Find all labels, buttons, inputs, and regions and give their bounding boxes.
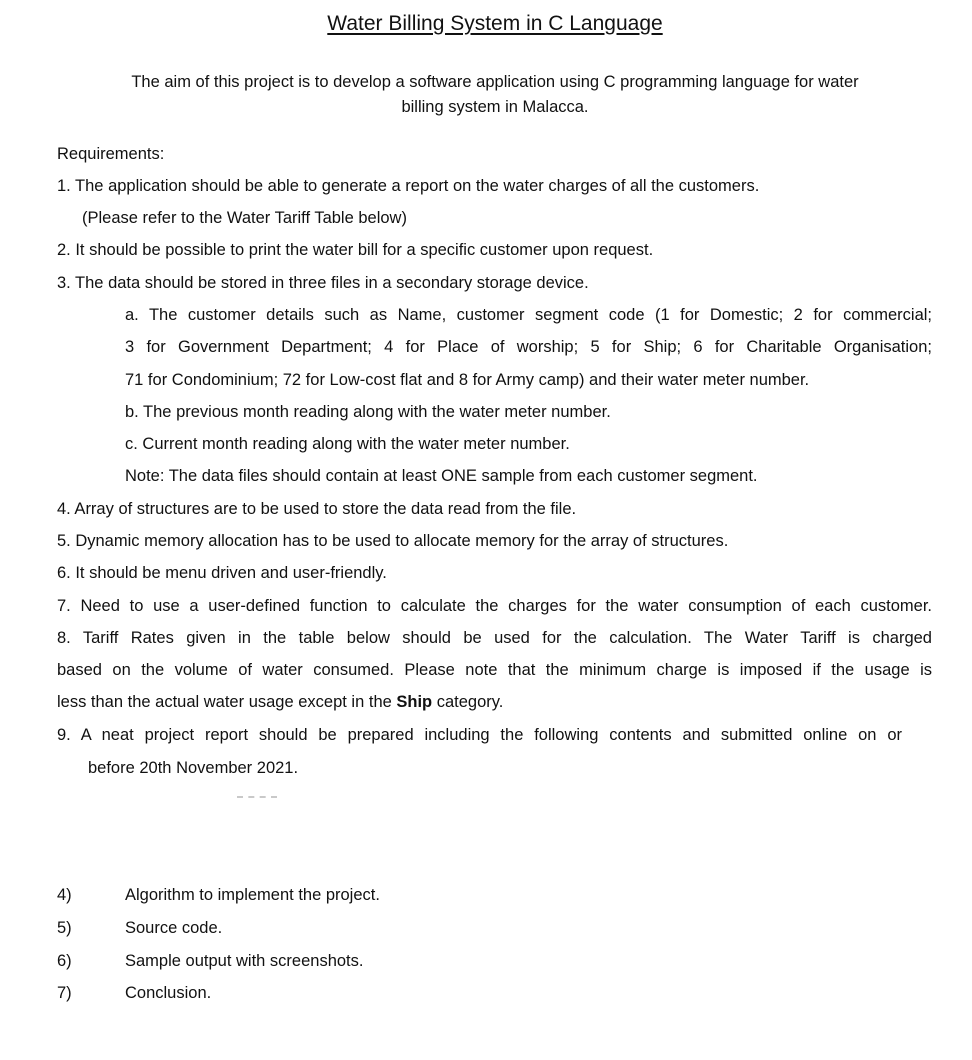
requirement-6: 6. It should be menu driven and user-friendly.	[57, 564, 387, 582]
aim-line-2: billing system in Malacca.	[401, 98, 589, 116]
report-item-number: 4)	[57, 886, 72, 904]
requirement-4: 4. Array of structures are to be used to store the data read from the file.	[57, 500, 577, 518]
requirement-3c: c. Current month reading along with the water meter number.	[125, 435, 570, 453]
aim-paragraph	[60, 70, 930, 120]
report-item-text: Source code.	[125, 919, 223, 937]
requirement-8-line-3	[57, 693, 503, 712]
requirement-2: 2. It should be possible to print the water bill for a specific customer upon request.	[57, 241, 654, 259]
requirement-8-line-2: based on the volume of water consumed. Please note that the minimum charge is imposed if the usage is	[57, 661, 932, 679]
requirement-5: 5. Dynamic memory allocation has to be used to allocate memory for the array of structures.	[57, 532, 729, 550]
requirement-3a-line-2: 3 for Government Department; 4 for Place of worship; 5 for Ship; 6 for Charitable Organisation;	[125, 338, 932, 356]
document-title: Water Billing System in C Language	[327, 12, 663, 35]
requirement-8-line-3-start: less than the actual water usage except in the	[57, 693, 397, 711]
report-item-text: Sample output with screenshots.	[125, 952, 364, 970]
aim-line-1: The aim of this project is to develop a software application using C programming language for water	[131, 73, 859, 91]
requirement-3a-line-1: a. The customer details such as Name, customer segment code (1 for Domestic; 2 for commercial;	[125, 306, 932, 324]
requirement-3a-line-3: 71 for Condominium; 72 for Low-cost flat and 8 for Army camp) and their water meter number.	[125, 371, 810, 389]
requirements-heading: Requirements:	[57, 145, 165, 163]
requirement-3-note: Note: The data files should contain at least ONE sample from each customer segment.	[125, 467, 758, 485]
requirement-8-line-3-end: category.	[432, 693, 504, 711]
faint-dash-mark	[237, 796, 277, 798]
report-item-text: Conclusion.	[125, 984, 212, 1002]
requirement-1-note: (Please refer to the Water Tariff Table below)	[82, 209, 407, 227]
report-item-number: 5)	[57, 919, 72, 937]
report-item-text: Algorithm to implement the project.	[125, 886, 380, 904]
requirement-3: 3. The data should be stored in three files in a secondary storage device.	[57, 274, 589, 292]
report-item-number: 7)	[57, 984, 72, 1002]
requirement-7: 7. Need to use a user-defined function to calculate the charges for the water consumption of each customer.	[57, 597, 932, 615]
report-item-number: 6)	[57, 952, 72, 970]
requirement-3b: b. The previous month reading along with the water meter number.	[125, 403, 611, 421]
requirement-1: 1. The application should be able to generate a report on the water charges of all the customers.	[57, 177, 760, 195]
ship-category-bold: Ship	[396, 693, 433, 711]
requirement-8-line-1: 8. Tariff Rates given in the table below should be used for the calculation. The Water Tariff is charged	[57, 629, 932, 647]
requirement-9-line-2: before 20th November 2021.	[88, 759, 299, 777]
requirement-9-line-1: 9. A neat project report should be prepared including the following contents and submitted online on or	[57, 726, 902, 744]
